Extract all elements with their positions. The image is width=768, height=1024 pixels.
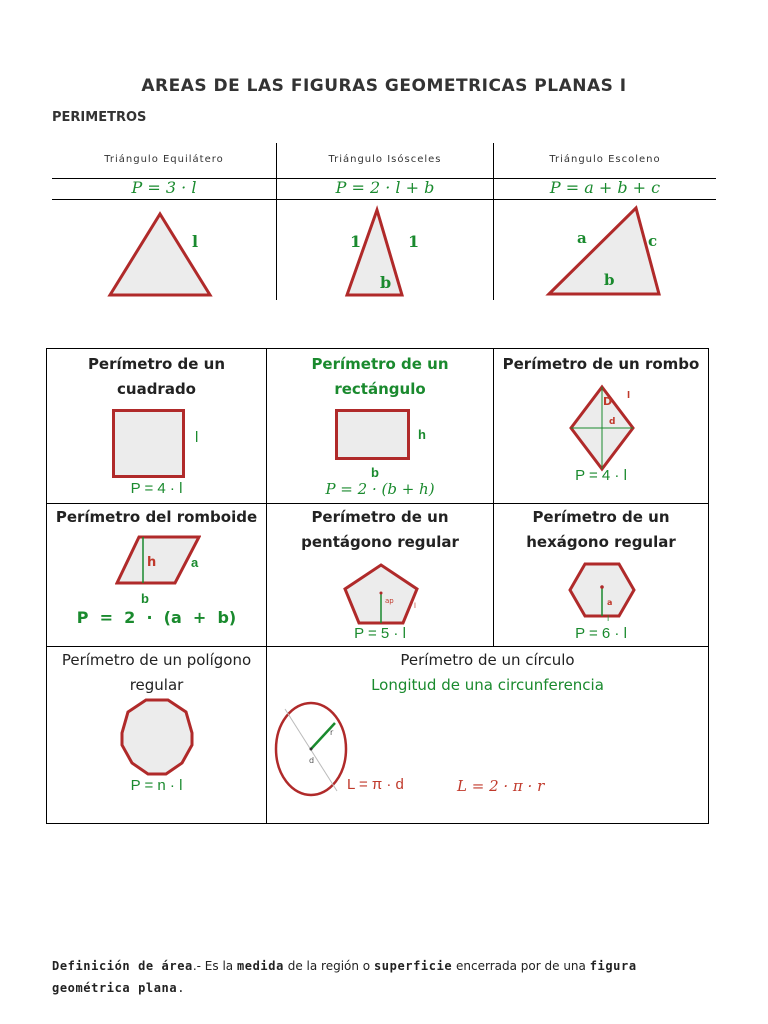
- scalene-c-label: c: [648, 232, 658, 250]
- circle-title: Perímetro de un círculo: [400, 651, 575, 669]
- circle-r-label: r: [330, 728, 334, 737]
- isosceles-base-label: b: [380, 273, 392, 292]
- equilateral-side-label: l: [192, 232, 199, 251]
- isosceles-left-label: 1: [350, 232, 362, 251]
- rhomboid-h-label: h: [147, 555, 157, 570]
- scalene-b-label: b: [604, 271, 615, 289]
- hexagon-a-label: a: [607, 598, 613, 607]
- isosceles-right-label: 1: [408, 232, 420, 251]
- rectangle-base-label: b: [371, 465, 379, 480]
- hexagon-l-label: l: [607, 614, 610, 623]
- circle-d-label: d: [309, 756, 315, 765]
- square-title: Perímetro de un cuadrado: [87, 355, 226, 398]
- perimeters-grid: [46, 348, 709, 824]
- rectangle-title: Perímetro de un rectángulo: [311, 355, 449, 398]
- rectangle-figure: [335, 409, 411, 461]
- square-side-label: l: [195, 429, 199, 446]
- rectangle-formula: P = 2 · (b + h): [325, 480, 435, 498]
- rhombus-formula: P = 4 · l: [575, 467, 627, 484]
- hexagon-title: Perímetro de un hexágono regular: [526, 508, 676, 551]
- circle-formula-radius: L = 2 · π · r: [457, 777, 545, 795]
- triangle-equilateral-header: Triángulo Equilátero: [104, 154, 224, 165]
- pentagon-title: Perímetro de un pentágono regular: [301, 508, 459, 551]
- square-formula: P = 4 · l: [130, 480, 183, 497]
- area-definition: Definición de área.- Es la medida de la región o superficie encerrada por de una figura geométrica plana.: [52, 959, 637, 995]
- hexagon-figure: [567, 561, 637, 619]
- section-subtitle: PERIMETROS: [52, 110, 147, 125]
- rhomboid-a-label: a: [191, 555, 199, 570]
- rhomboid-b-label: b: [141, 591, 149, 606]
- page-title: AREAS DE LAS FIGURAS GEOMETRICAS PLANAS I: [141, 76, 627, 96]
- rhombus-l-label: l: [627, 391, 631, 401]
- circle-formula-diameter: L = π · d: [347, 776, 404, 793]
- square-figure: [112, 409, 186, 479]
- polygon-title: Perímetro de un polígono regular: [61, 651, 252, 694]
- pentagon-figure: [341, 561, 421, 625]
- triangle-isosceles-formula: P = 2 · l + b: [335, 178, 435, 197]
- rhomboid-figure: [115, 535, 201, 585]
- rectangle-height-label: h: [418, 427, 426, 442]
- circle-figure: [273, 699, 349, 799]
- rhomboid-title: Perímetro del romboide: [55, 508, 258, 526]
- pentagon-ap-label: ap: [385, 597, 394, 605]
- polygon-formula: P = n · l: [130, 777, 183, 794]
- scalene-a-label: a: [577, 229, 587, 247]
- triangle-scalene-header: Triángulo Escoleno: [549, 154, 661, 165]
- circle-subtitle: Longitud de una circunferencia: [371, 676, 604, 694]
- triangle-equilateral-formula: P = 3 · l: [131, 178, 197, 197]
- rhombus-title: Perímetro de un rombo: [502, 355, 700, 373]
- triangle-isosceles-header: Triángulo Isósceles: [328, 154, 442, 165]
- hexagon-formula: P = 6 · l: [575, 625, 627, 642]
- pentagon-formula: P = 5 · l: [354, 625, 406, 642]
- rhombus-d-label: d: [609, 417, 616, 427]
- triangles-table: [52, 143, 716, 300]
- decagon-figure: [119, 697, 195, 777]
- rhomboid-formula: P = 2 · (a + b): [76, 608, 237, 627]
- rhombus-D-label: D: [603, 395, 613, 408]
- triangle-scalene-formula: P = a + b + c: [549, 178, 661, 197]
- pentagon-l-label: l: [414, 602, 416, 610]
- equilateral-triangle-figure: [52, 200, 276, 300]
